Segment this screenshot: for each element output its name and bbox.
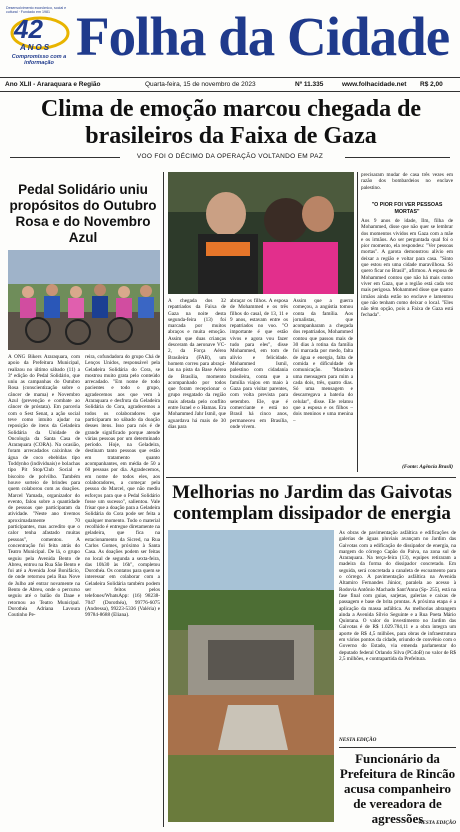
lead-source-credit: (Fonte: Agência Brasil): [402, 464, 453, 470]
construction-image-icon: [168, 530, 334, 822]
gaivotas-credit: NESTA EDIÇÃO: [339, 737, 377, 743]
lead-right-top: precisaram mudar de casa três vezes em razão dos bombardeios no enclave palestino.: [361, 172, 453, 191]
edition-number: Nº 11.335: [295, 81, 324, 88]
embrace-image-icon: [168, 172, 354, 294]
kicker-rule-right: [345, 157, 450, 158]
edition-date: Quarta-feira, 15 de novembro de 2023: [145, 81, 256, 88]
cyclists-image-icon: [8, 250, 160, 350]
gaivotas-headline[interactable]: Melhorias no Jardim das Gaivotas contemplam dissipador de energia: [172, 482, 452, 524]
rincao-rule: [339, 747, 456, 748]
badge-anos-label: ANOS: [20, 43, 52, 52]
pedal-photo: [8, 250, 160, 350]
lead-kicker: VOO FOI O DÉCIMO DA OPERAÇÃO VOLTANDO EM PAZ: [136, 153, 324, 160]
lead-pull-quote: "O PIOR FOI VER PESSOAS MORTAS": [371, 202, 443, 215]
rincao-headline[interactable]: Funcionário da Prefeitura de Rincão acusa companheiro de vereadora de agressões: [339, 751, 456, 826]
lead-col2: abraçar os filhos. A esposa de Mohammed e os três filhos do casal, de 13, 11 e 9 anos, estavam entre os repatriados no voo. "O importante é que estão vivos e agora vou fazer tudo para eles", disse Mohammed, em tom de alívio e felicidade. Mohammed Ismil, palestino com cidadania brasileira, conta que a família viajou em maio à Gaza para visitar parentes, com volta prevista para setembro. Ele, que é comerciante e está no Brasil há cinco anos, permaneceu em Brasília, onde vivem.: [230, 298, 288, 430]
lead-col1: A chegada dos 32 repatriados da Faixa de Gaza na noite desta segunda-feira (13) foi marcada por muitos abraços e muita emoção. Assim que duas crianças desceram da aeronave VC-2, da Força Aérea Brasileira (FAB), um homem correu para abraçá-las na pista da Base Aérea de Brasília, momento acompanhado por todos que foram recepcionar o grupo resgatado da região mais afetada pelo conflito entre Israel e o Hamas. Era Mohammed Jahr Ismil, que aguardava há mais de 30 dias para: [168, 298, 226, 430]
pedal-col2: reira, cofundadora do grupo Chá de Lenços Unidos, responsável pela Geladeira Solidária do Cora, se mostrou muito grata pelo conteúdo arrecadado. "Em nome de todo pacientes e todo o grupo, agradecemos aos que vem à Araraquara e desfruta da Geladeira Solidária do Cora, agradecemos a todos os colaboradores que participaram no sábado da doação desses itens. Isso para nós é de grande significado porque atende várias pessoas por um determinado período. Hoje, na Geladeira, destinam tanto pessoas que estão em tratamento quanto acompanhantes, em média de 50 a 60 pessoas por dia. Agradecemos, em nome de todos eles, aos colaboradores, a começar pela pessoa do Marcel, que não mediu esforços para que o Pedal Solidário fosse um sucesso", salientou. Vale frisar que a doação para a Geladeira Solidária do Cora pode ser feita a qualquer momento. Todo o material recolhido é entregue diretamente na geladeira, que fica na estacionamento da Sicred, na Rua Carlos Gomes, próximo à Santa Casa. As doações podem ser feitas no local de segunda a sexta-feira, das 10h30 às 16h", completou Dorothéa. Os contatos para quem se interessar em colaborar com a Geladeira Solidária também podem ser feitos pelos telefones/WhatsApp: (16) 98238-7047 (Dorothéa), 99776-6075 (Andressa), 99223-5336 (Valéria) e 99784-8688 (Eliana).: [85, 354, 160, 619]
badge-anos-number: 42: [14, 14, 43, 44]
lead-right-col: Aos 9 anos de idade, Ilm, filha de Mohammed, disse que não quer se lembrar dos momentos vividos em Gaza com a mãe e os irmãos. Ao ser perguntada qual foi o pior momento, ela respondeu: "Ver pessoas mortas". A garota demonstrou alívio em deixar a região e voltar para casa. "Sinto que estou em uma cidade maravilhosa. Só quero ficar no Brasil", afirmou. A esposa de Mohammed contou que não há mais como viver em Gaza, que a região está cada vez mais perigosa. Mohammed disse que quatro irmãos ainda estão no enclave e lamentou que não tenham como deixar o local. "Eles não têm opção, pois a Faixa de Gaza está fechada".: [361, 218, 453, 319]
edition-label: Ano XLII - Araraquara e Região: [5, 81, 101, 88]
badge-tagline: Desenvolvimento econômico, social e cultural · Fundado em 1981: [6, 6, 67, 15]
lead-photo: [168, 172, 354, 294]
badge-compromisso: Compromisso com a informação: [11, 54, 67, 66]
lead-col3: Assim que a guerra começou, a angústia tomou conta da família. Aos jornalistas, que acompanharam a chegada dos repatriados, Mohammed contou que passou mais de 30 dias à rotina da família foi marcada por medo, falta de água e energia, falta de comida e dificuldade de comunicação. "Mandava uma mensagem para mim a cada dois, três, quatro dias. Só uma mensagem e descarregava a bateria do celular", disse. Ele relatou que a esposa e os filhos – dois meninos e uma menina –: [293, 298, 353, 424]
rincao-credit: NESTA EDIÇÃO: [418, 820, 456, 826]
newspaper-masthead[interactable]: Folha da Cidade: [76, 6, 450, 67]
pedal-headline[interactable]: Pedal Solidário uniu propósitos do Outubro Rosa e do Novembro Azul: [9, 182, 157, 245]
dateline-bar: [0, 77, 460, 92]
gaivotas-body: As obras de pavimentação asfáltica e edificações de galerias de águas pluviais avançam no Jardim das Gaivotas com a edificação de dissipador de energia, na margem do córrego Capão do Paiva, na zona sul de Araraquara. Na terça-feira (13), equipes retiraram a madeira da forma do dissipador concretado. Em seguida, será concretada a canaleta de escoamento para o córrego. A pavimentação asfáltica na Avenida Altamiro Fernandes Júnior, paralela ao acesso à Rodovia Antônio Machado Sant'Anna (Sp- 255), está na fase final com guias, sarjetas, galerias e caixas de passagem e base de brita prontas. A próxima etapa é a aplicação da massa asfáltica. As melhorias abrangem ainda a Avenida Sílvio Seguinte e a Rua Poeta Mário Quintana. O valor do investimento no Jardim das Gaivotas é de R$ 1.029.784,11 e a obra integra um aporte de R$ 4,5 milhões, para obras de infraestrutura em vários pontos da cidade, oriundo de convênio com o Governo do Estado, via emenda parlamentar do deputado federal Orlando Silva (PCdoB) no valor de R$ 2,5 milhões, e contrapartida da Prefeitura.: [339, 530, 456, 662]
pedal-col1: A ONG Bikers Araraquara, com apoio da Prefeitura Municipal, realizou no último sábado (11) a 3ª edição do Pedal Solidário, que uniu as campanhas do Outubro Rosa (conscientização sobre o câncer de mama) e Novembro Azul (prevenção e combate ao câncer de próstata). Em parceria com o Sest Senat, a ação social teve como intuito ajudar na reposição de itens da Geladeira Solidária da Unidade de Oncologia da Santa Casa de Araraquara (CORA). Na ocasião, foram arrecadados caixinhas de água de coco ebebidas tipo Toddynho (individuais) e bolachas tipo Pit Stop/Club Social e biscoito de polvilho. Também houve sorteio de brindes para quem colaborou com as doações. Marcel Yamada, organizador do evento, falou sobre a quantidade de pessoas que participaram da atividade. "Neste ano tivemos aproximadamente 70 participantes, mas acredito que o calor tenha afastado muitas pessoas", comentou. A concentração foi feita atrás do Teatro Municipal. De lá, o grupo seguiu pela Avenida Bento de Abreu, entrou na Rua São Bento e foi até a Avenida José Bonifácio, de onde retornou pela Rua Nove de Julho até entrar novamente na Bento de Abreu, onde o percurso seguiu até o balão do Daae e retornou ao Teatro Municipal. Dorothéa Adriana Lavoura Coutinho Pe-: [8, 354, 80, 619]
website-link[interactable]: www.folhacidade.net: [342, 81, 407, 88]
lead-right-divider: [357, 172, 358, 472]
price-label: R$ 2,00: [420, 81, 443, 88]
kicker-rule-left: [10, 157, 120, 158]
lead-headline[interactable]: Clima de emoção marcou chegada de brasileiros da Faixa de Gaza: [40, 96, 422, 149]
gaivotas-photo: [168, 530, 334, 822]
section-rule: [166, 477, 456, 478]
column-divider: [163, 172, 164, 827]
anniversary-badge: [6, 6, 72, 68]
